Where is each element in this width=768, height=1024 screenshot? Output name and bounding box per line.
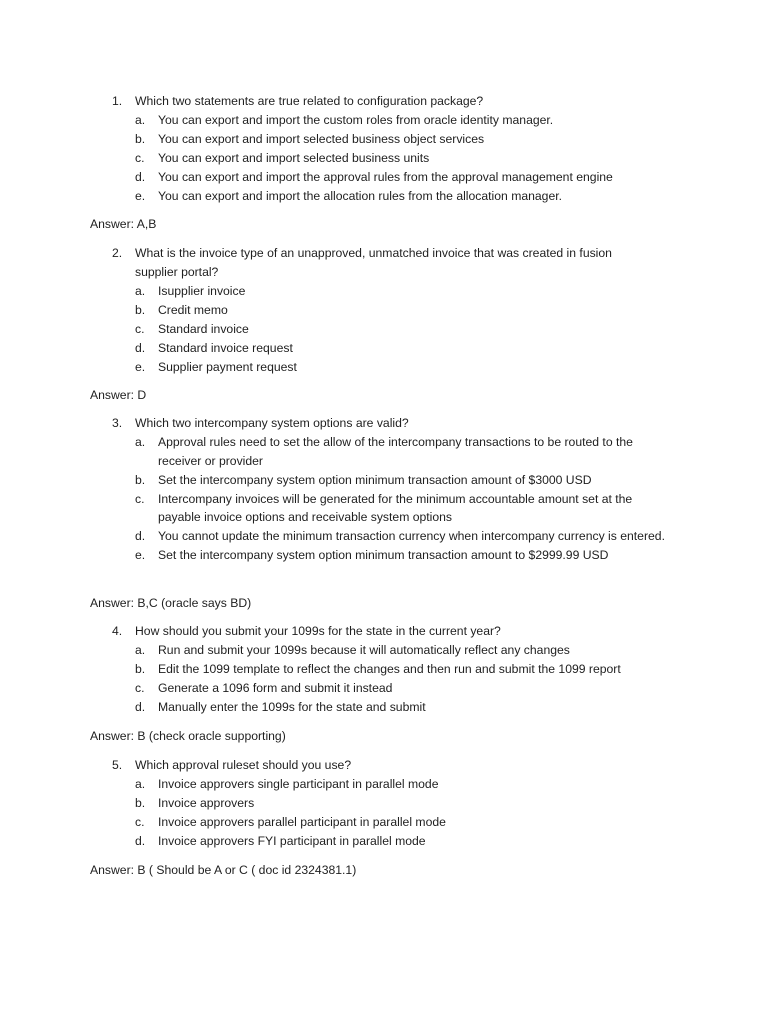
option-item <box>0 527 668 546</box>
option-text: Isupplier invoice <box>158 283 246 298</box>
option-text: Standard invoice request <box>158 340 293 355</box>
answer-5: Answer: B ( Should be A or C ( doc id 2324381.1) <box>90 863 357 877</box>
option-text: Set the intercompany system option minimum transaction amount of $3000 USD <box>158 472 592 487</box>
option-text: Invoice approvers <box>158 795 255 810</box>
option-label: b. <box>135 131 146 146</box>
question-4 <box>0 622 655 641</box>
option-text: You can export and import selected business object services <box>158 131 485 146</box>
options-list <box>0 433 768 565</box>
answer-3: Answer: B,C (oracle says BD) <box>90 596 252 610</box>
option-label: b. <box>135 302 146 317</box>
option-label: b. <box>135 661 146 676</box>
option-label: b. <box>135 472 146 487</box>
option-label: c. <box>135 321 145 336</box>
option-label: c. <box>135 680 145 695</box>
option-item <box>0 168 668 187</box>
option-text: You can export and import the custom roles from oracle identity manager. <box>158 112 554 127</box>
option-label: c. <box>135 150 145 165</box>
option-text: Credit memo <box>158 302 228 317</box>
option-label: c. <box>135 814 145 829</box>
option-text: Intercompany invoices will be generated for the minimum accountable amount set at the payable invoice options and receivable system options <box>158 491 633 525</box>
option-text: Run and submit your 1099s because it will automatically reflect any changes <box>158 642 570 657</box>
question-5 <box>0 756 655 775</box>
question-block-4 <box>0 622 768 717</box>
question-number: 4. <box>112 624 123 638</box>
option-item <box>0 471 668 490</box>
option-label: d. <box>135 833 146 848</box>
option-text: You can export and import the allocation rules from the allocation manager. <box>158 188 563 203</box>
option-label: e. <box>135 548 146 563</box>
question-number: 1. <box>112 94 123 108</box>
question-block-5 <box>0 756 768 851</box>
question-text: Which approval ruleset should you use? <box>135 758 352 772</box>
options-list <box>0 641 768 717</box>
question-text: What is the invoice type of an unapproved, unmatched invoice that was created in fusion supplier portal? <box>135 246 612 279</box>
option-item <box>0 813 668 832</box>
options-list <box>0 282 768 377</box>
option-label: d. <box>135 340 146 355</box>
question-2 <box>0 244 655 281</box>
option-label: a. <box>135 642 146 657</box>
question-number: 5. <box>112 758 123 772</box>
option-text: Set the intercompany system option minimum transaction amount to $2999.99 USD <box>158 548 609 563</box>
question-number: 3. <box>112 416 123 430</box>
answer-2: Answer: D <box>90 388 147 402</box>
question-block-2 <box>0 244 768 376</box>
option-item <box>0 301 668 320</box>
options-list <box>0 775 768 851</box>
option-item <box>0 358 668 377</box>
option-label: c. <box>135 491 145 506</box>
option-text: Invoice approvers single participant in parallel mode <box>158 776 439 791</box>
option-text: Invoice approvers parallel participant in parallel mode <box>158 814 446 829</box>
question-text: How should you submit your 1099s for the state in the current year? <box>135 624 501 638</box>
option-text: Approval rules need to set the allow of the intercompany transactions to be routed to the receiver or provider <box>158 434 633 468</box>
option-item <box>0 149 668 168</box>
option-item <box>0 339 668 358</box>
option-item <box>0 490 668 527</box>
option-label: b. <box>135 795 146 810</box>
option-item <box>0 187 668 206</box>
question-3 <box>0 414 655 433</box>
option-item <box>0 794 668 813</box>
option-label: d. <box>135 529 146 544</box>
option-label: a. <box>135 776 146 791</box>
option-text: You cannot update the minimum transaction currency when intercompany currency is entered. <box>158 529 665 544</box>
question-text: Which two intercompany system options are valid? <box>135 416 409 430</box>
option-item <box>0 546 668 565</box>
answer-1: Answer: A,B <box>90 217 157 231</box>
question-block-1 <box>0 92 768 206</box>
option-item <box>0 660 668 679</box>
option-item <box>0 679 668 698</box>
option-item <box>0 433 668 470</box>
question-number: 2. <box>112 246 123 260</box>
option-text: Standard invoice <box>158 321 249 336</box>
option-item <box>0 641 668 660</box>
option-text: Invoice approvers FYI participant in parallel mode <box>158 833 426 848</box>
question-text: Which two statements are true related to configuration package? <box>135 94 484 108</box>
option-text: Edit the 1099 template to reflect the changes and then run and submit the 1099 report <box>158 661 621 676</box>
option-item <box>0 130 668 149</box>
option-label: e. <box>135 359 146 374</box>
option-label: d. <box>135 699 146 714</box>
options-list <box>0 111 768 206</box>
option-text: You can export and import selected business units <box>158 150 430 165</box>
option-label: e. <box>135 188 146 203</box>
option-label: a. <box>135 112 146 127</box>
option-text: Supplier payment request <box>158 359 297 374</box>
option-item <box>0 320 668 339</box>
option-item <box>0 282 668 301</box>
answer-4: Answer: B (check oracle supporting) <box>90 729 286 743</box>
option-label: a. <box>135 434 146 449</box>
option-item <box>0 775 668 794</box>
option-text: Generate a 1096 form and submit it instead <box>158 680 393 695</box>
option-label: a. <box>135 283 146 298</box>
option-item <box>0 111 668 130</box>
option-text: Manually enter the 1099s for the state and submit <box>158 699 426 714</box>
option-item <box>0 698 668 717</box>
option-label: d. <box>135 169 146 184</box>
option-item <box>0 832 668 851</box>
question-1 <box>0 92 655 111</box>
question-block-3 <box>0 414 768 565</box>
option-text: You can export and import the approval rules from the approval management engine <box>158 169 613 184</box>
